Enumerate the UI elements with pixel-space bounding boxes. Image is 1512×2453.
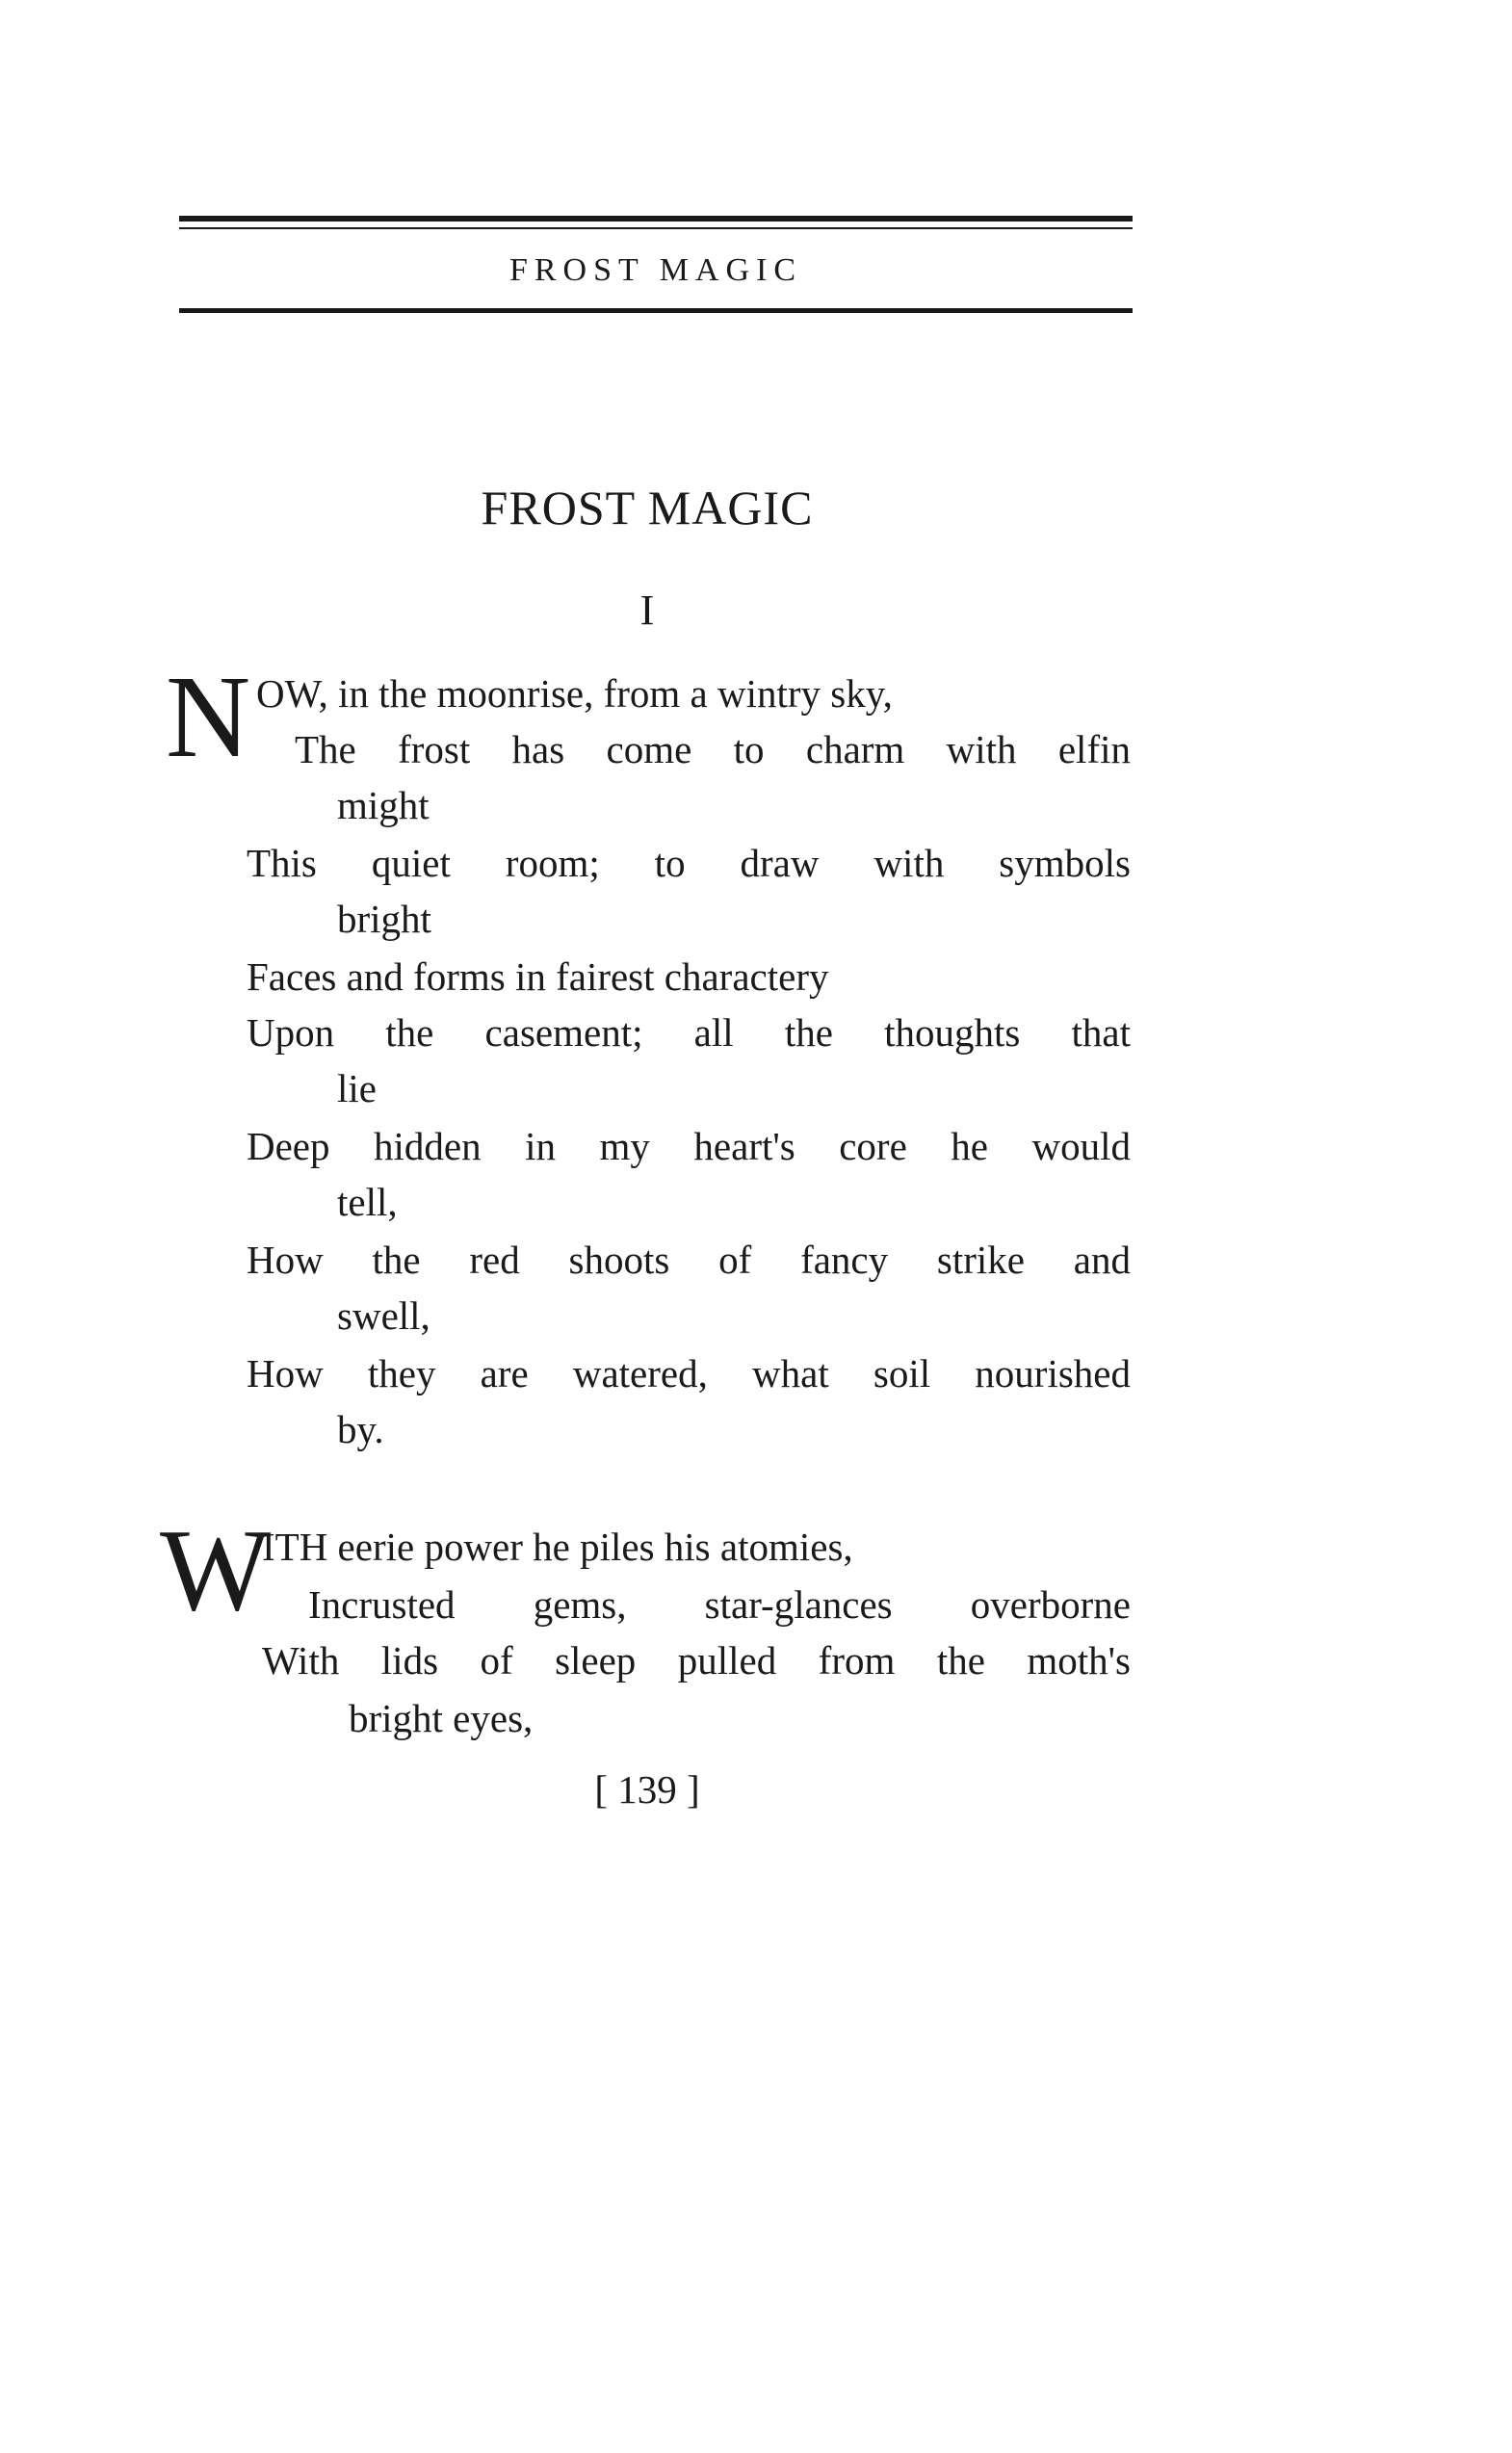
poem-line: tell,	[337, 1180, 398, 1224]
poem-line: Deep hidden in my heart's core he would	[247, 1124, 1131, 1168]
poem-line: by.	[337, 1407, 384, 1451]
running-head: FROST MAGIC	[508, 252, 803, 288]
poem-line: bright eyes,	[349, 1696, 534, 1740]
page-number: [ 139 ]	[594, 1767, 700, 1812]
poem-line: might	[337, 783, 430, 827]
poem-line: Incrusted gems, star-glances overborne	[308, 1582, 1131, 1627]
page-header	[179, 216, 1133, 313]
poem-line: Faces and forms in fairest charactery	[247, 954, 829, 999]
poem-line: This quiet room; to draw with symbols	[247, 841, 1131, 885]
poem-line: How the red shoots of fancy strike and	[247, 1238, 1131, 1282]
poem-title: FROST MAGIC	[481, 481, 814, 535]
header-rule-top	[179, 216, 1133, 222]
poem-line: How they are watered, what soil nourished	[247, 1351, 1131, 1396]
dropcap-n: N	[166, 652, 251, 782]
poem-line: OW, in the moonrise, from a wintry sky,	[256, 671, 893, 716]
poem-line: lie	[337, 1066, 377, 1110]
poem-line: The frost has come to charm with elfin	[295, 727, 1131, 771]
dropcap-w: W	[160, 1505, 272, 1635]
poem-line: swell,	[337, 1293, 430, 1338]
poem-line: Upon the casement; all the thoughts that	[247, 1010, 1131, 1055]
poem-line: With lids of sleep pulled from the moth's	[262, 1638, 1131, 1683]
header-rule-bottom	[179, 308, 1133, 313]
poem-line: bright	[337, 897, 431, 941]
section-numeral: I	[639, 587, 655, 634]
poem-line: ITH eerie power he piles his atomies,	[262, 1525, 853, 1569]
